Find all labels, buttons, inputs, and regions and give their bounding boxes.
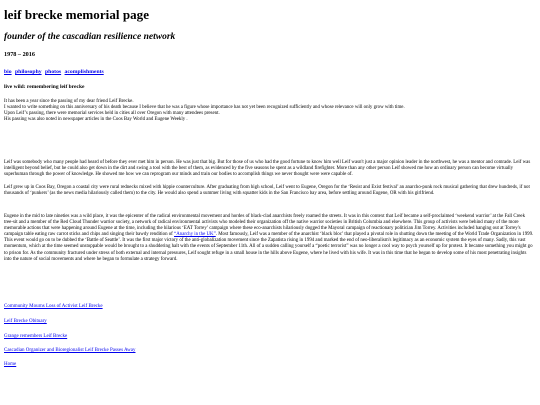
intro-line: I wanted to write something on this anniversary of his death because I believe that he was a figure whose importance has not yet been recognized sufficiently and whose relevance will only grow with time. [4, 105, 405, 111]
community-mourns-link[interactable]: Community Mourns Loss of Activist Leif Brecke [4, 304, 103, 309]
home-link[interactable]: Home [4, 362, 17, 367]
intro-line: It has been a year since the passing of my dear friend Leif Brecke. [4, 99, 134, 104]
early-life-paragraph: Leif grew up in Coos Bay, Oregon a coastal city were rural rednecks mixed with hippie counterculture. After graduating from high school, Leif went to Eugene, Oregon for the ‘Resist and Exist festival’ an anarcho-punk rock musical gathering that drew hundreds, if not thousands of ‘punkers’ (as the news media hilariously called them) to the city. He would also spend a summer living with squatter kids in the San Francisco bay area, before settling around Eugene, OR with his girlfriend. [4, 185, 530, 197]
anarchy-in-the-uk-link[interactable]: “Anarchy in the UK” [174, 232, 216, 238]
activism-paragraph [4, 214, 535, 263]
intro-line: Upon Leif’s passing, there were memorial services held in cities all over Oregon with many attendees present. [4, 111, 220, 117]
page-subtitle: founder of the cascadian resilience network [4, 32, 176, 42]
activism-text-after: . Most famously, Leif was a member of the anarchist ‘black bloc’ that played a pivotal role in shutting down the meeting of the World Trade Organization in 1999. This event would go on to be dubbed the ‘Battle of Seattle’. It was the first major victory of the anti-globalization movement since the Zapatista rising in 1994 and marked the end of neo-liberalism's legitimacy as an economic system the eyes of many. Sadly, this vast momentum, which at the time seemed unstoppable would be brought to a shuddering halt with the events of September 11th. All of a sudden calling yourself a “poetic terrorist” was no longer a cool way to psych yourself up for protest. It became something you might go to prison for. As the community fractured under stress of both external and internal pressures, Leif sought refuge in a small house in the hills above Eugene, where he lived with his wife. It was in this time that he began to develop some of his most penetrating insights into the nature of social movements and where he began to formulate a strategy forward. [4, 232, 534, 262]
nav-link-bio[interactable]: bio [4, 69, 12, 75]
cascadian-organizer-link[interactable]: Cascadian Organizer and Bioregionalist Leif Brecke Passes Away [4, 348, 136, 353]
obituary-link[interactable]: Leif Brecke Obituary [4, 319, 47, 324]
nav-link-photos[interactable]: photos [45, 69, 62, 75]
mentor-paragraph: Leif was somebody who many people had heard of before they ever met him in person. He was just that big. But for those of us who had the good fortune to know him well Leif wasn't just a major opinion leader in the northwest, he was a mentor and comrade. Leif was intelligent beyond belief, but he could also get down in the dirt and swing a tool with the best of them, as evidenced by the five seasons he spent as a wildland firefighter. More than any other person Leif showed me how an ordinary person can become virtually superhuman through the power of knowledge. He showed me how we can reprogram our minds and train our bodies to accomplish things we never thought were were capable of. [4, 160, 531, 178]
section-title: live wild: remembering leif brecke [4, 84, 85, 90]
activism-text-before: Eugene in the mid to late nineties was a wild place, it was the epicenter of the radical environmental movement and hordes of black-clad anarchists freely roamed the streets. It was in this context that Leif became a self-proclaimed ‘weekend warrior’ at the Fall Creek tree-sit and a member of the Red Cloud Thunder warrior society, a network of radical environmental activists who modeled their organization off the native warrior societies in British Columbia and elsewhere. This group of activists were behind many of the more memorable actions that were happening around Eugene at the time, including the hilarious ‘EAT Torrey’ campaign where these eco-anarchists hilariously dogged the Mayoral campaign of reactionary politician Jim Torrey. Activities included hanging out at Torrey's campaign table eating raw carrot sticks and chips and singing their bawdy rendition of [4, 214, 526, 238]
life-years: 1978 – 2016 [4, 51, 35, 58]
nav-link-acomplishments[interactable]: acomplishments [64, 69, 104, 75]
page-title: leif brecke memorial page [4, 7, 150, 22]
nav-link-philosophy[interactable]: philosophy [15, 69, 42, 75]
intro-line: His passing was also noted in newspaper articles in the Coos Bay World and Eugene Weekly . [4, 117, 188, 123]
grange-remembers-link[interactable]: Grange remembers Leif Brecke [4, 334, 68, 339]
main-nav [4, 69, 106, 75]
intro-paragraph [4, 99, 535, 123]
